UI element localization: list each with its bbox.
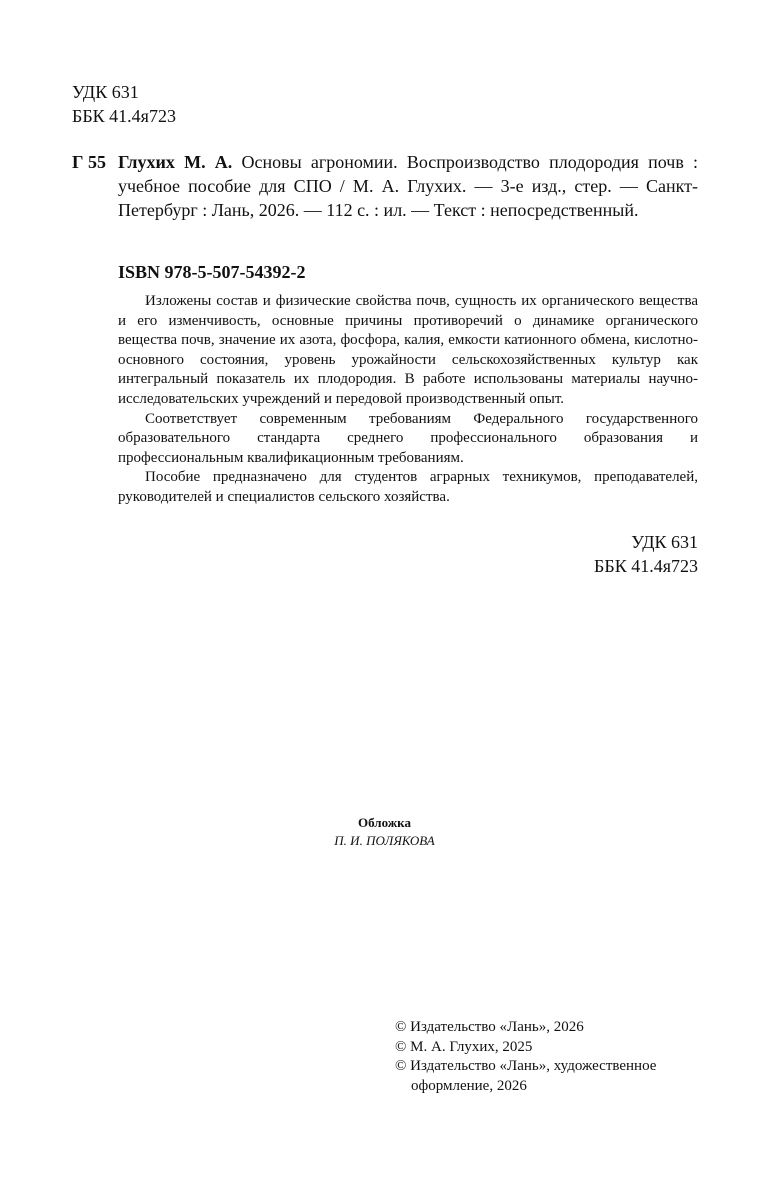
annotation [118,292,698,508]
cover-credit [0,814,769,850]
copyright-line: © М. А. Глухих, 2025 [395,1038,533,1055]
copyright-line: © Издательство «Лань», художественное [395,1058,657,1075]
udk-bbk-header [72,80,176,128]
udk-bbk-footer [480,530,698,578]
isbn: ISBN 978-5-507-54392-2 [118,262,306,282]
bbk-code: ББК 41.4я723 [72,106,176,126]
cover-designer: П. И. ПОЛЯКОВА [334,833,435,848]
author-name: Глухих М. А. [118,152,233,172]
copyright-line: © Издательство «Лань», 2026 [395,1019,584,1035]
bibliographic-record [118,150,698,222]
author-cipher: Г 55 [72,152,106,172]
udk-code: УДК 631 [631,532,698,552]
copyright-block [395,1018,705,1096]
copyright-line: оформление, 2026 [411,1077,527,1094]
annotation-paragraph: Изложены состав и физические свойства почв, сущность их органического вещества и его изменчивость, основные причины противоречий о динамике органического вещества почв, значение их азота, фосфора, калия, емкости катионного обмена, кислотно-основного состояния, уровень урожайности сельскохозяйственных культур как интегральный показатель их плодородия. В работе использованы материалы научно-исследовательских учреждений и передовой производственный опыт. [118,293,698,407]
annotation-paragraph: Соответствует современным требованиям Федерального государственного образовательного стандарта среднего профессионального образования и профессиональным квалификационным требованиям. [118,410,698,466]
udk-code: УДК 631 [72,82,139,102]
bbk-code: ББК 41.4я723 [594,556,698,576]
bibliographic-description: Основы агрономии. Воспроизводство плодородия почв : учебное пособие для СПО / М. А. Глухих. — 3-е изд., стер. — Санкт-Петербург : Лань, 2026. — 112 с. : ил. — Текст : непосредственный. [118,152,699,220]
annotation-paragraph: Пособие предназначено для студентов аграрных техникумов, преподавателей, руководителей и специалистов сельского хозяйства. [118,469,698,505]
cover-label: Обложка [358,815,411,830]
